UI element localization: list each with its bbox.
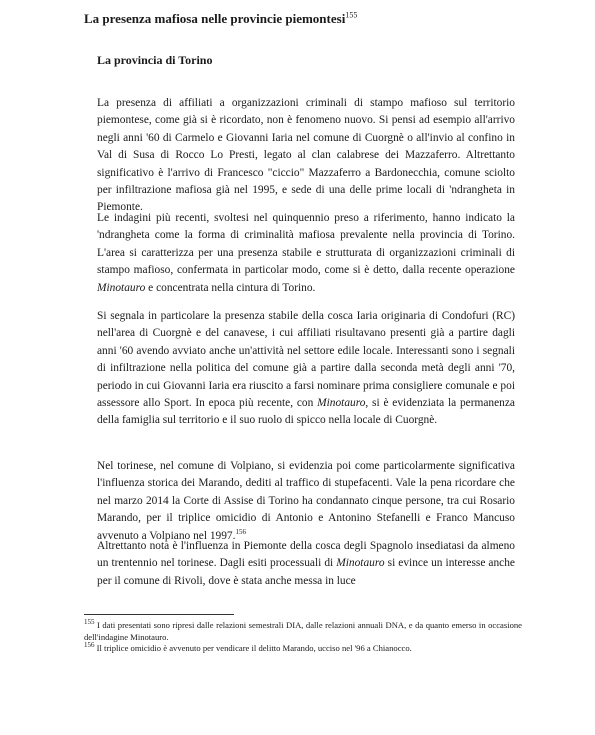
paragraph-5 bbox=[97, 538, 515, 590]
footnote-text: I dati presentati sono ripresi dalle relazioni semestrali DIA, dalle relazioni annuali DNA, e da quanto emerso in occasione dell'indagine Minotauro. bbox=[84, 620, 522, 642]
paragraph-4 bbox=[97, 458, 515, 545]
text-run: e concentrata nella cintura di Torino. bbox=[145, 281, 316, 294]
footnote-ref-155: 155 bbox=[345, 10, 358, 20]
text-run: , si è evidenziata la permanenza della famiglia sul territorio e il suo ruolo di spicco nella locale di Cuorgnè. bbox=[97, 397, 515, 427]
italic-run: Minotauro bbox=[317, 397, 366, 410]
text-run: Nel torinese, nel comune di Volpiano, si evidenzia poi come particolarmente significativa l'influenza storica dei Marando, dediti al traffico di stupefacenti. Vale la pena ricordare che nel marzo 2014 la Corte di Assise di Torino ha condannato cinque persone, tra cui Rosario Marando, per il triplice omicidio di Antonio e Antonino Stefanelli e Franco Mancuso avvenuto a Volpiano nel 1997. bbox=[97, 460, 515, 542]
text-run: si evince un interesse anche per il comune di Rivoli, dove è stata anche messa in luce bbox=[97, 557, 515, 587]
paragraph-2 bbox=[97, 210, 515, 297]
italic-run: Minotauro bbox=[97, 281, 146, 294]
chapter-heading-text: La presenza mafiosa nelle provincie piemontesi bbox=[84, 11, 346, 26]
footnote-155 bbox=[84, 620, 522, 643]
footnote-156 bbox=[84, 643, 522, 655]
footnote-ref: 156 bbox=[235, 527, 246, 536]
text-run: Altrettanto nota è l'influenza in Piemonte della cosca degli Spagnolo insediatasi da almeno un trentennio nel torinese. Dagli esiti processuali di bbox=[97, 540, 515, 570]
footnote-separator bbox=[84, 614, 234, 615]
paragraph-1 bbox=[97, 95, 515, 217]
footnote-number: 156 bbox=[84, 641, 95, 650]
text-run: Si segnala in particolare la presenza stabile della cosca Iaria originaria di Condofuri (RC) nell'area di Cuorgnè e del canavese, i cui affiliati risultavano presenti già a partire dagli anni '60 avendo avviato anche un'attività nel settore edile locale. Interessanti sono i segnali di infiltrazione nella politica del comune già a partire dalla seconda metà degli anni '70, periodo in cui Giovanni Iaria era riuscito a farsi nominare prima consigliere comunale e poi assessore allo Sport. In epoca più recente, con bbox=[97, 310, 515, 410]
section-heading: La provincia di Torino bbox=[97, 53, 213, 67]
footnote-text: Il triplice omicidio è avvenuto per vendicare il delitto Marando, ucciso nel '96 a Chianocco. bbox=[96, 643, 412, 653]
text-run: La presenza di affiliati a organizzazioni criminali di stampo mafioso sul territorio piemontese, come già si è ricordato, non è fenomeno nuovo. Si pensi ad esempio all'arrivo negli anni '60 di Carmelo e Giovanni Iaria nel comune di Cuorgnè o all'invio al confino in Val di Susa di Rocco Lo Presti, legato al clan calabrese dei Mazzaferro. Altrettanto significativo è l'arrivo di Francesco "ciccio" Mazzaferro a Bardonecchia, comune sciolto per infiltrazione mafiosa già nel 1995, e sede di una delle prime locali di 'ndrangheta in Piemonte. bbox=[97, 97, 515, 214]
text-run: Le indagini più recenti, svoltesi nel quinquennio preso a riferimento, hanno indicato la 'ndrangheta come la forma di criminalità mafiosa prevalente nella provincia di Torino. L'area si caratterizza per una presenza stabile e strutturata di organizzazioni criminali di stampo mafioso, confermata in particolar modo, come si è detto, dalla recente operazione bbox=[97, 212, 515, 277]
footnote-number: 155 bbox=[84, 618, 95, 627]
chapter-heading bbox=[84, 10, 554, 28]
paragraph-3 bbox=[97, 308, 515, 430]
italic-run: Minotauro bbox=[336, 557, 385, 570]
